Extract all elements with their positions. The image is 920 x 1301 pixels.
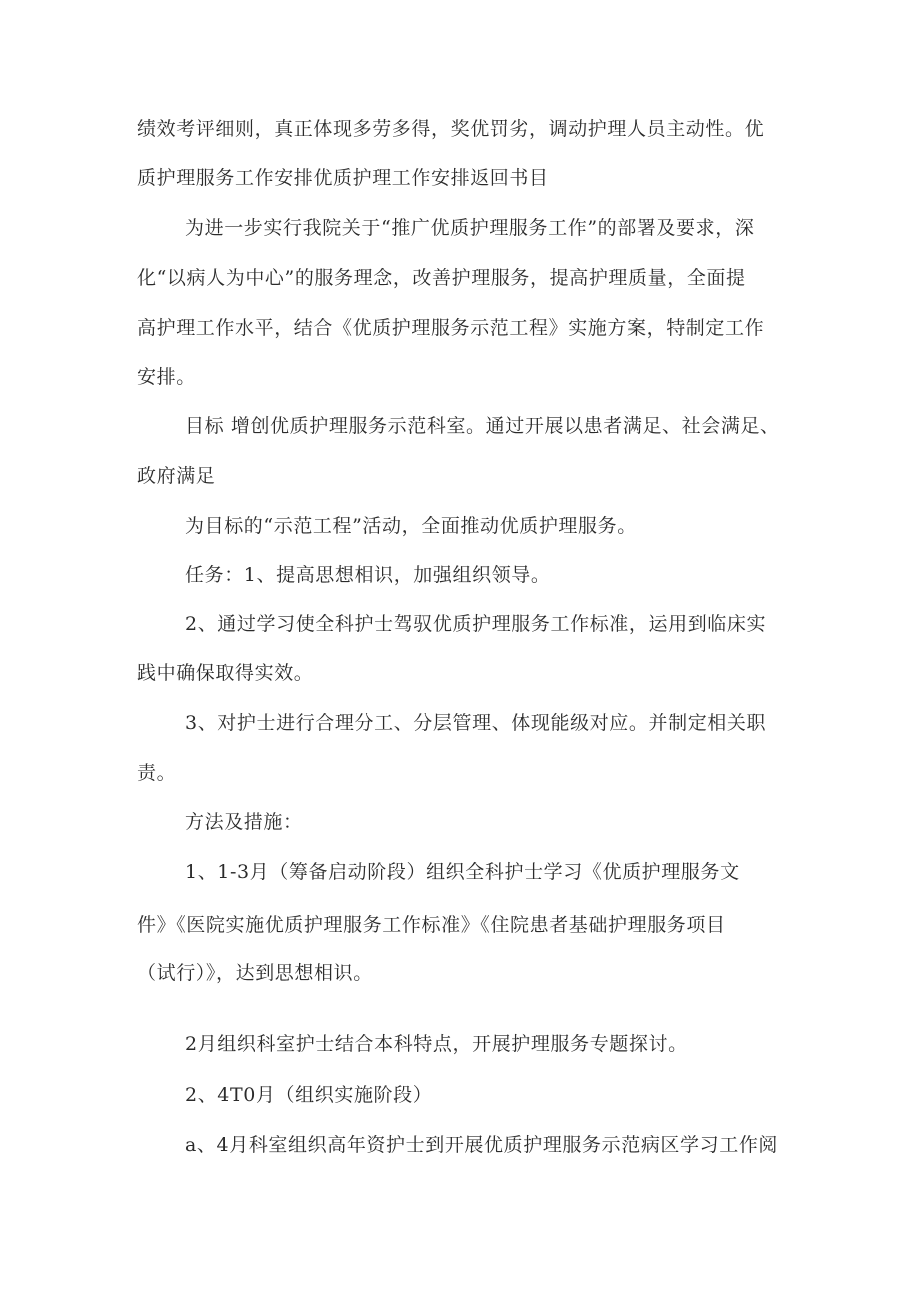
text-line-10: 任务：1、提高思想相识，加强组织领导。 [185,564,551,586]
text-line-8: 政府满足 [137,465,216,487]
text-line-5: 高护理工作水平，结合《优质护理服务示范工程》实施方案，特制定工作 [137,317,765,339]
text-line-1: 绩效考评细则，真正体现多劳多得，奖优罚劣，调动护理人员主动性。优 [137,118,765,140]
text-line-7: 目标 增创优质护理服务示范科室。通过开展以患者满足、社会满足、 [185,415,780,437]
text-line-4: 化“以病人为中心”的服务理念，改善护理服务，提高护理质量，全面提 [137,267,746,289]
text-line-17: 件》《医院实施优质护理服务工作标准》《住院患者基础护理服务项目 [137,914,726,936]
text-line-2: 质护理服务工作安排优质护理工作安排返回书目 [137,167,549,189]
text-line-15: 方法及措施： [185,811,303,833]
text-line-11: 2、通过学习使全科护士驾驭优质护理服务工作标准，运用到临床实 [185,613,767,635]
text-line-19: 2月组织科室护士结合本科特点，开展护理服务专题探讨。 [185,1033,688,1055]
text-line-14: 责。 [137,762,177,784]
text-line-13: 3、对护士进行合理分工、分层管理、体现能级对应。并制定相关职 [185,712,767,734]
text-line-3: 为进一步实行我院关于“推广优质护理服务工作”的部署及要求，深 [185,217,755,239]
text-line-21: a、4月科室组织高年资护士到开展优质护理服务示范病区学习工作阅 [185,1134,779,1156]
text-line-12: 践中确保取得实效。 [137,662,314,684]
text-line-20: 2、4T0月（组织实施阶段） [185,1084,433,1106]
text-line-9: 为目标的“示范工程”活动，全面推动优质护理服务。 [185,515,637,537]
text-line-6: 安排。 [137,366,196,388]
text-line-18: （试行）》，达到思想相识。 [137,962,373,984]
text-line-16: 1、1-3月（筹备启动阶段）组织全科护士学习《优质护理服务文 [185,861,740,883]
